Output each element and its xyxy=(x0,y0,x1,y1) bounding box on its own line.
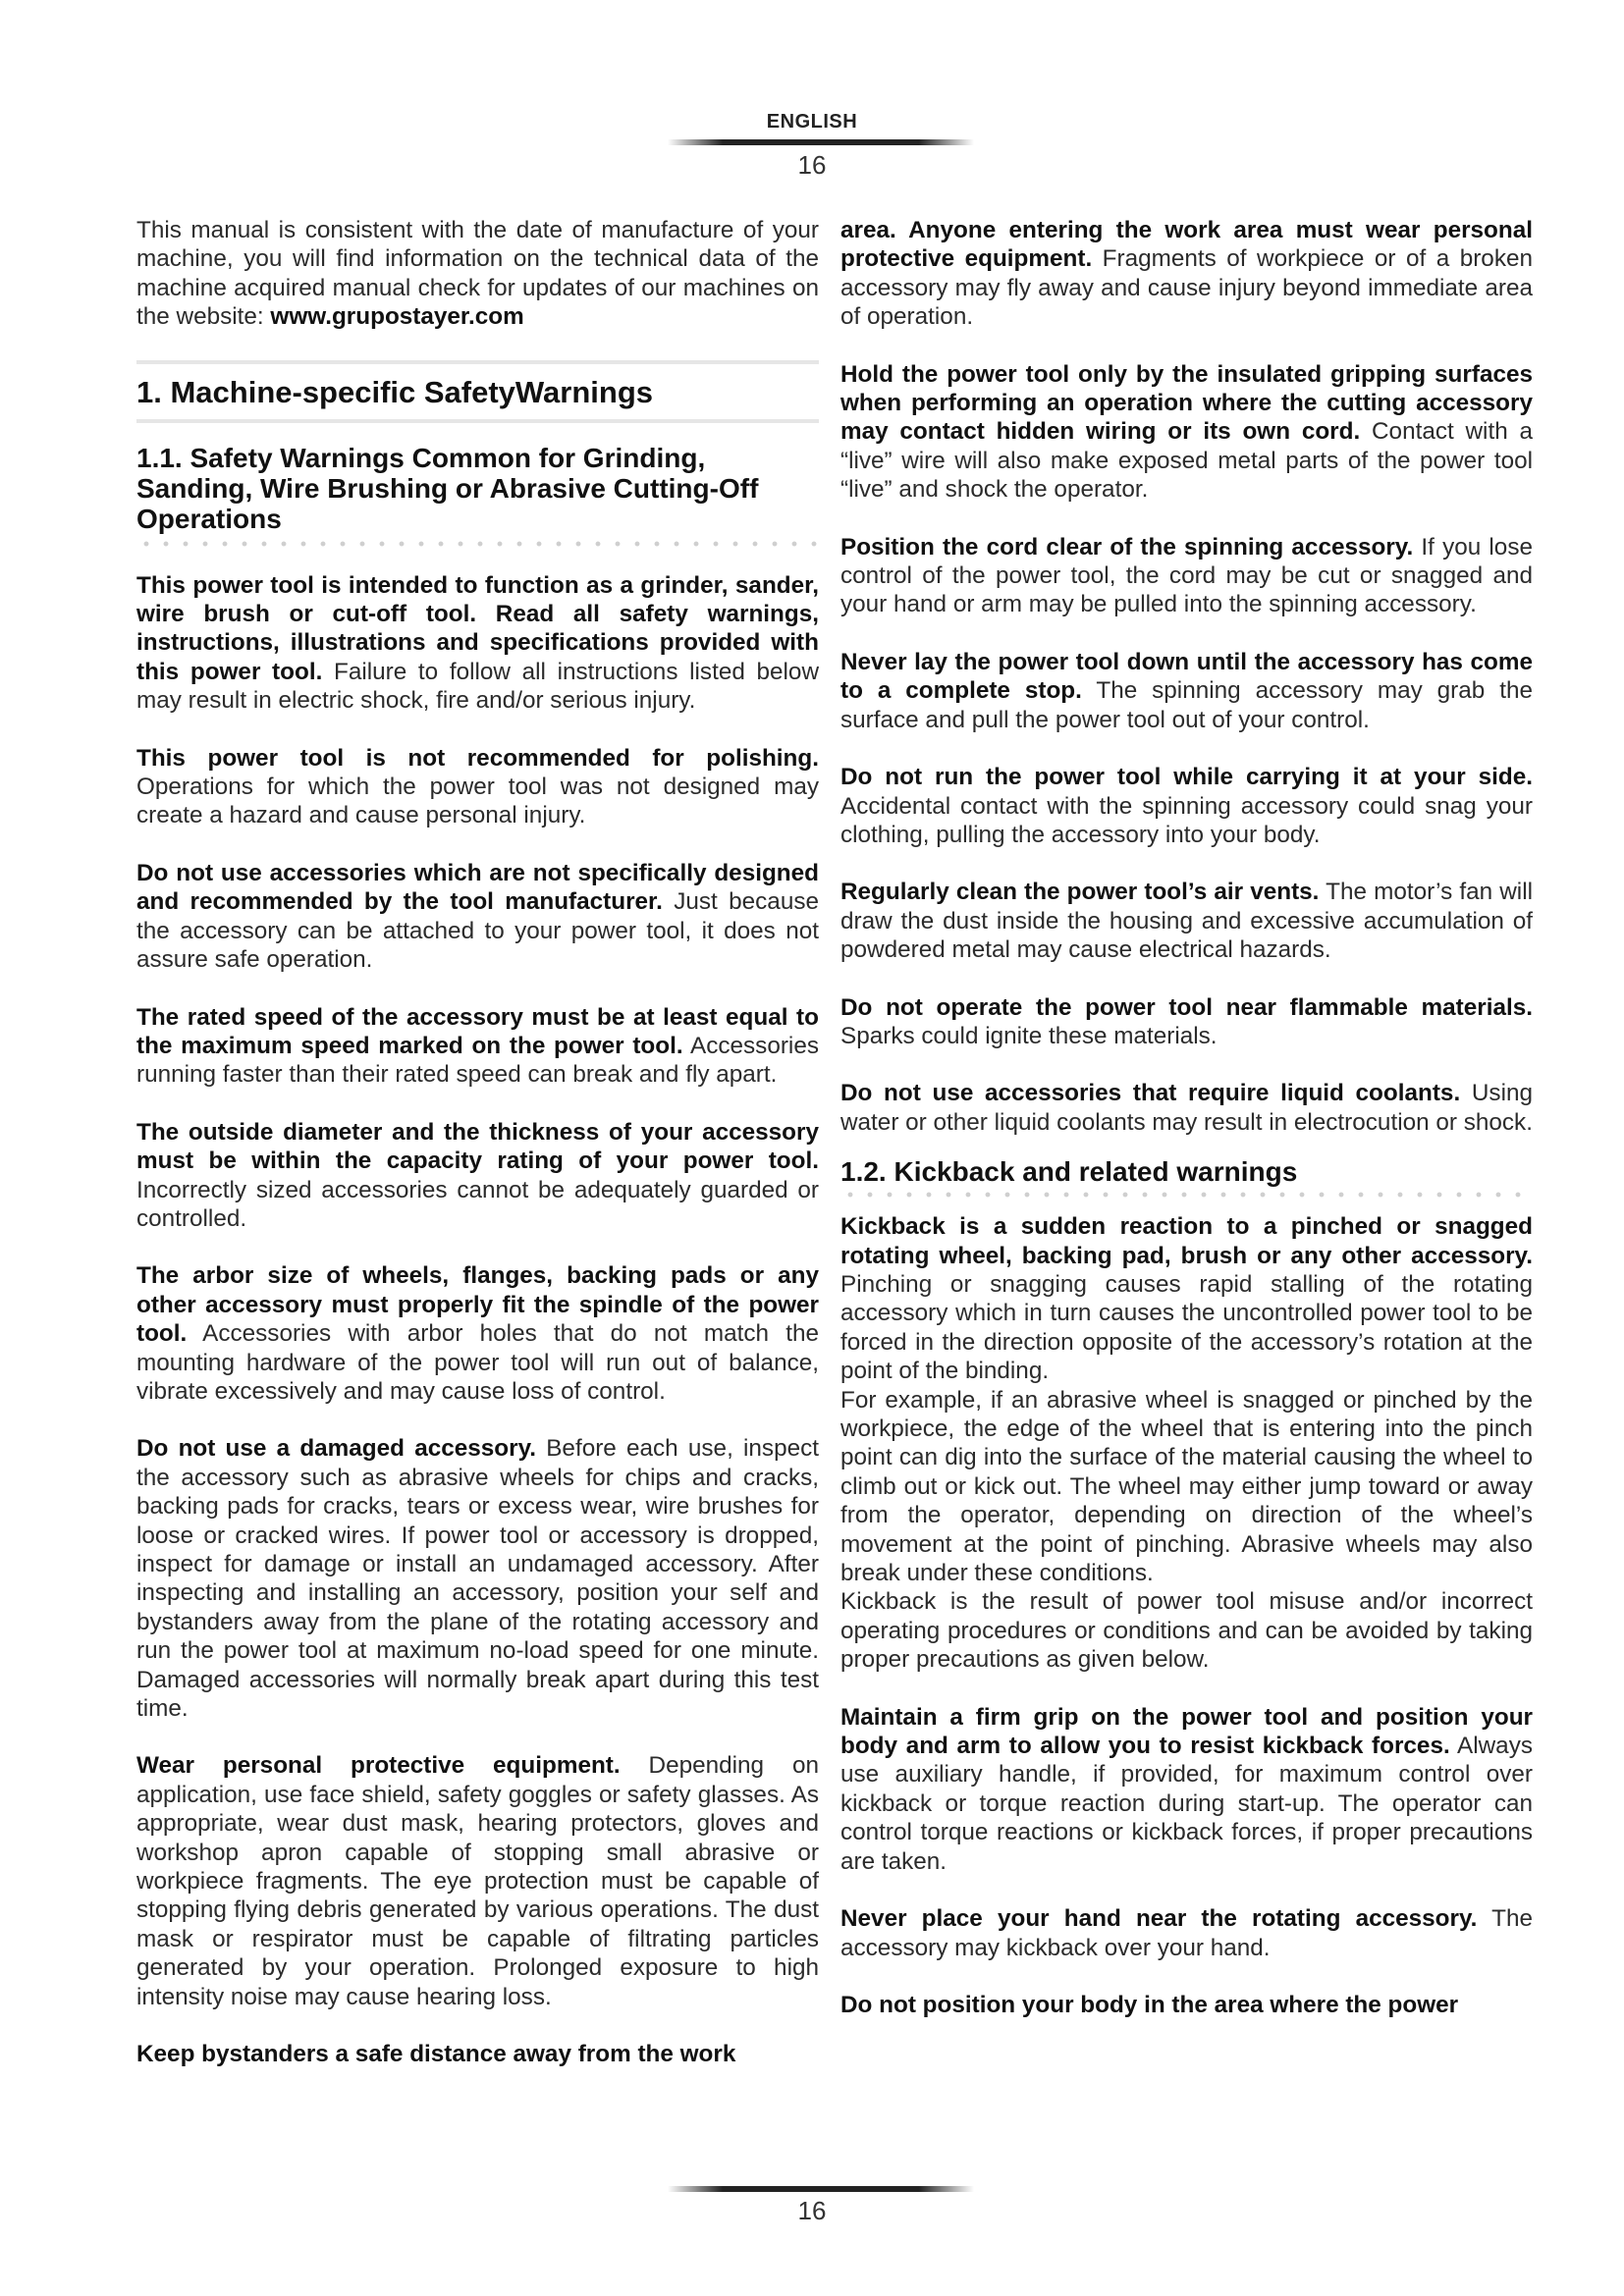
warning-paragraph: Do not use accessories which are not specifically designed and recommended by the tool manufacturer. Just because the accessory can be attached to your power tool, it does not assure safe operation. xyxy=(136,859,819,974)
kickback-paragraph: Kickback is a sudden reaction to a pinched or snagged rotating wheel, backing pad, brush or any other accessory. Pinching or snagging causes rapid stalling of the rotating accessory which in turn causes the uncontrolled power tool to be forced in the direction opposite of the accessory’s rotation at the point of the binding. xyxy=(840,1213,1533,1385)
intro-text: This manual is consistent with the date of manufacture of your machine, you will find information on the technical data of the machine acquired manual check for updates of our machines on the website: xyxy=(136,217,819,331)
warning-paragraph: This power tool is intended to function as a grinder, sander, wire brush or cut-off tool. Read all safety warnings, instructions, illustrations and specifications provided with this power tool. Failure to follow all instructions listed below may result in electric shock, fire and/or serious injury. xyxy=(136,571,819,715)
kickback-example-paragraph: For example, if an abrasive wheel is snagged or pinched by the workpiece, the edge of the wheel that is entering into the pinch point can dig into the surface of the material causing the wheel to climb out or kick out. The wheel may either jump toward or away from the operator, depending on direction of the wheel’s movement at the point of pinching. Abrasive wheels may also break under these conditions. xyxy=(840,1386,1533,1587)
warning-paragraph: The arbor size of wheels, flanges, backing pads or any other accessory must properly fit the spindle of the power tool. Accessories with arbor holes that do not match the mounting hardware of the power tool will run out of balance, vibrate excessively and may cause loss of control. xyxy=(136,1262,819,1405)
dotted-divider xyxy=(840,1191,1533,1199)
warning-paragraph: Do not use a damaged accessory. Before each use, inspect the accessory such as abrasive wheels for chips and cracks, backing pads for cracks, tears or excess wear, wire brushes for loose or cracked wires. If power tool or accessory is dropped, inspect for damage or install an undamaged accessory. After inspecting and installing an accessory, position your self and bystanders away from the plane of the rotating accessory and run the power tool at maximum no-load speed for one minute. Damaged accessories will normally break apart during this test time. xyxy=(136,1435,819,1723)
warning-paragraph: Do not position your body in the area where the power xyxy=(840,1991,1459,2018)
warning-paragraph: Wear personal protective equipment. Depending on application, use face shield, safety goggles or safety glasses. As appropriate, wear dust mask, hearing protectors, gloves and workshop apron capable of stopping small abrasive or workpiece fragments. The eye protection must be capable of stopping flying debris generated by various operations. The dust mask or respirator must be capable of filtrating particles generated by your operation. Prolonged exposure to high intensity noise may cause hearing loss. xyxy=(136,1752,819,2010)
warning-paragraph: The rated speed of the accessory must be at least equal to the maximum speed marked on the power tool. Accessories running faster than their rated speed can break and fly apart. xyxy=(136,1003,819,1089)
warning-paragraph: Never place your hand near the rotating accessory. The accessory may kickback over your hand. xyxy=(840,1905,1533,1961)
warning-paragraph: Hold the power tool only by the insulated gripping surfaces when performing an operation where the cutting accessory may contact hidden wiring or its own cord. Contact with a “live” wire will also make exposed metal parts of the power tool “live” and shock the operator. xyxy=(840,360,1533,504)
website-link[interactable]: www.grupostayer.com xyxy=(270,303,524,331)
warning-paragraph: area. Anyone entering the work area must wear personal protective equipment. Fragments of workpiece or of a broken accessory may fly away and cause injury beyond immediate area of operation. xyxy=(840,217,1533,331)
kickback-cause-paragraph: Kickback is the result of power tool misuse and/or incorrect operating procedures or conditions and can be avoided by taking proper precautions as given below. xyxy=(840,1588,1533,1674)
warning-paragraph: Position the cord clear of the spinning accessory. If you lose control of the power tool, the cord may be cut or snagged and your hand or arm may be pulled into the spinning accessory. xyxy=(840,533,1533,618)
warning-paragraph: Do not run the power tool while carrying it at your side. Accidental contact with the spinning accessory could snag your clothing, pulling the accessory into your body. xyxy=(840,764,1533,848)
warning-paragraph: Keep bystanders a safe distance away from the work xyxy=(136,2041,736,2068)
warning-paragraph: This power tool is not recommended for polishing. Operations for which the power tool was not designed may create a hazard and cause personal injury. xyxy=(136,744,819,829)
warning-paragraph: Regularly clean the power tool’s air vents. The motor’s fan will draw the dust inside the housing and excessive accumulation of powdered metal may cause electrical hazards. xyxy=(840,879,1533,964)
warning-paragraph: Do not use accessories that require liquid coolants. Using water or other liquid coolants may result in electrocution or shock. xyxy=(840,1080,1533,1136)
header-rule xyxy=(668,139,974,145)
warning-paragraph: Never lay the power tool down until the accessory has come to a complete stop. The spinning accessory may grab the surface and pull the power tool out of your control. xyxy=(840,648,1533,733)
dotted-divider xyxy=(136,540,819,548)
warning-paragraph: Maintain a firm grip on the power tool and position your body and arm to allow you to resist kickback forces. Always use auxiliary handle, if provided, for maximum control over kickback or torque reaction during start-up. The operator can control torque reactions or kickback forces, if proper precautions are taken. xyxy=(840,1703,1533,1875)
subsection-heading-1-1: 1.1. Safety Warnings Common for Grinding, Sanding, Wire Brushing or Abrasive Cutting-Off Operations xyxy=(136,442,759,534)
subsection-heading-1-2: 1.2. Kickback and related warnings xyxy=(840,1156,1298,1188)
right-column xyxy=(840,216,1533,2048)
footer-page-number: 16 xyxy=(797,2196,827,2225)
header-page-number: 16 xyxy=(797,150,827,180)
warning-paragraph: Do not operate the power tool near flammable materials. Sparks could ignite these materials. xyxy=(840,993,1533,1049)
section-heading-1: 1. Machine-specific SafetyWarnings xyxy=(136,360,819,423)
footer-rule xyxy=(668,2186,974,2192)
header-language: ENGLISH xyxy=(766,111,858,133)
warning-paragraph: The outside diameter and the thickness of your accessory must be within the capacity rating of your power tool. Incorrectly sized accessories cannot be adequately guarded or controlled. xyxy=(136,1118,819,1232)
intro-paragraph xyxy=(136,216,819,332)
left-column xyxy=(136,216,819,2098)
